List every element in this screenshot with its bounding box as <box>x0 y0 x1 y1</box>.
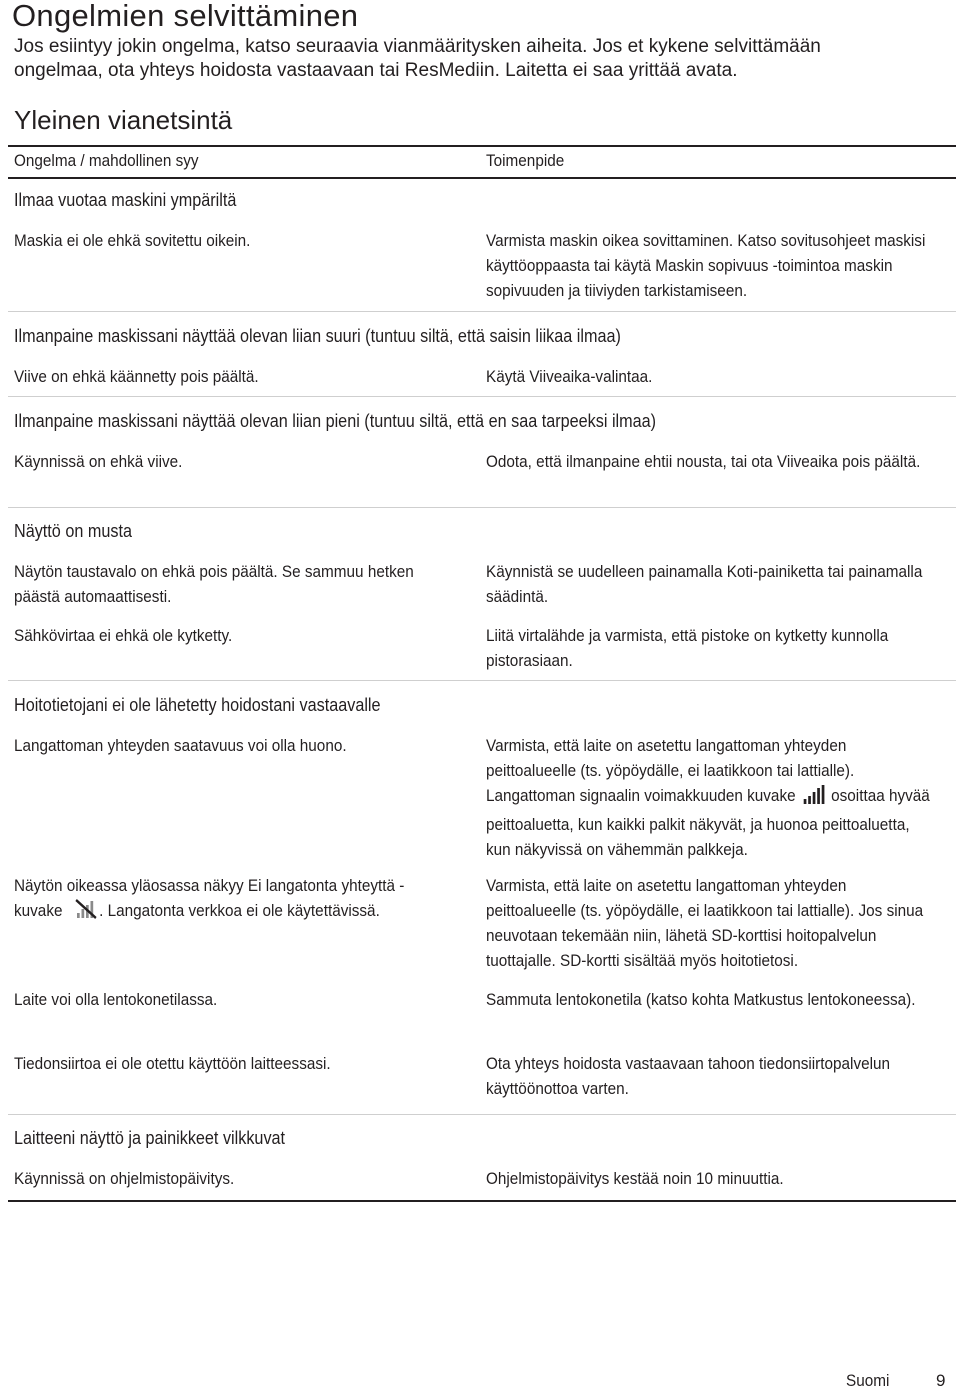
table-row-cause: Viive on ehkä käännetty pois päältä. <box>14 367 259 386</box>
group-heading-pressure-low: Ilmanpaine maskissani näyttää olevan liian pieni (tuntuu siltä, että en saa tarpeeksi ilmaa) <box>14 411 657 431</box>
table-row-cause: Tiedonsiirtoa ei ole otettu käyttöön laitteessasi. <box>14 1054 331 1073</box>
group-divider <box>8 507 956 508</box>
group-divider <box>8 311 956 312</box>
table-header-rule <box>8 177 956 179</box>
cause-text: Näytön oikeassa yläosassa näkyy Ei langatonta yhteyttä -kuvake <box>14 876 405 920</box>
group-heading-data-not-sent: Hoitotietojani ei ole lähetetty hoidostani vastaavalle <box>14 695 381 715</box>
table-row-action: Odota, että ilmanpaine ehtii nousta, tai ota Viiveaika pois päältä. <box>486 452 921 471</box>
table-top-rule <box>8 145 956 147</box>
signal-strength-icon <box>802 785 825 812</box>
table-row-cause: Käynnissä on ehkä viive. <box>14 452 183 471</box>
table-row-action: Varmista, että laite on asetettu langattoman yhteyden peittoalueelle (ts. yöpöydälle, ei laatikkoon tai lattialle). Jos sinua neuvotaan tekemään niin, lähetä SD-korttisi hoitopalvelun tuottajalle. SD-kortti sisältää myös hoitotietosi. <box>486 876 924 970</box>
group-divider <box>8 1114 956 1115</box>
column-header-action: Toimenpide <box>486 151 565 170</box>
table-row-action: Sammuta lentokonetila (katso kohta Matkustus lentokoneessa). <box>486 990 916 1009</box>
footer-language: Suomi <box>846 1371 890 1390</box>
table-row-action: Ota yhteys hoidosta vastaavaan tahoon tiedonsiirtopalvelun käyttöönottoa varten. <box>486 1054 891 1098</box>
column-header-problem: Ongelma / mahdollinen syy <box>14 151 199 170</box>
group-divider <box>8 680 956 681</box>
group-heading-screen-blinking: Laitteeni näyttö ja painikkeet vilkkuvat <box>14 1128 286 1148</box>
group-divider <box>8 396 956 397</box>
table-row-action: Käytä Viiveaika-valintaa. <box>486 367 653 386</box>
no-wireless-icon <box>74 898 97 927</box>
table-row-action: Liitä virtalähde ja varmista, että pistoke on kytketty kunnolla pistorasiaan. <box>486 626 889 670</box>
intro-text: Jos esiintyy jokin ongelma, katso seuraavia vianmääritysken aiheita. Jos et kykene selvittämään ongelmaa, ota yhteys hoidosta vastaavaan tai ResMediin. Laitetta ei saa yrittää avata. <box>14 36 821 81</box>
table-row-cause: Käynnissä on ohjelmistopäivitys. <box>14 1169 235 1188</box>
table-row-cause: Näytön taustavalo on ehkä pois päältä. Se sammuu hetken päästä automaattisesti. <box>14 562 414 606</box>
table-row-cause: Langattoman yhteyden saatavuus voi olla huono. <box>14 736 347 755</box>
cause-text: . Langatonta verkkoa ei ole käytettävissä. <box>99 901 380 920</box>
group-heading-pressure-high: Ilmanpaine maskissani näyttää olevan liian suuri (tuntuu siltä, että saisin liikaa ilmaa) <box>14 326 621 346</box>
table-row-cause: Maskia ei ole ehkä sovitettu oikein. <box>14 231 251 250</box>
table-row-action: Käynnistä se uudelleen painamalla Koti-painiketta tai painamalla säädintä. <box>486 562 923 606</box>
section-title: Yleinen vianetsintä <box>14 105 233 135</box>
table-bottom-rule <box>8 1200 956 1202</box>
table-row-action: Varmista maskin oikea sovittaminen. Katso sovitusohjeet maskisi käyttöoppaasta tai käytä Maskin sopivuus -toimintoa maskin sopivuuden ja tiiviyden tarkistamiseen. <box>486 231 926 300</box>
table-row-action <box>486 733 936 862</box>
group-heading-black-screen: Näyttö on musta <box>14 521 132 541</box>
group-heading-air-leak: Ilmaa vuotaa maskini ympäriltä <box>14 190 237 210</box>
action-text: Varmista, että laite on asetettu langattoman yhteyden peittoalueelle (ts. yöpöydälle, ei laatikkoon tai lattialle). Langattoman signaalin voimakkuuden kuvake <box>486 736 855 805</box>
page-number: 9 <box>936 1371 946 1390</box>
table-row-cause <box>14 873 437 927</box>
page-title: Ongelmien selvittäminen <box>12 0 359 33</box>
table-row-cause: Sähkövirtaa ei ehkä ole kytketty. <box>14 626 233 645</box>
action-text: osoittaa hyvää peittoaluetta, kun kaikki palkit näkyvät, ja huonoa peittoaluetta, kun näkyvissä on vähemmän palkkeja. <box>486 786 930 859</box>
table-row-action: Ohjelmistopäivitys kestää noin 10 minuuttia. <box>486 1169 784 1188</box>
table-row-cause: Laite voi olla lentokonetilassa. <box>14 990 218 1009</box>
